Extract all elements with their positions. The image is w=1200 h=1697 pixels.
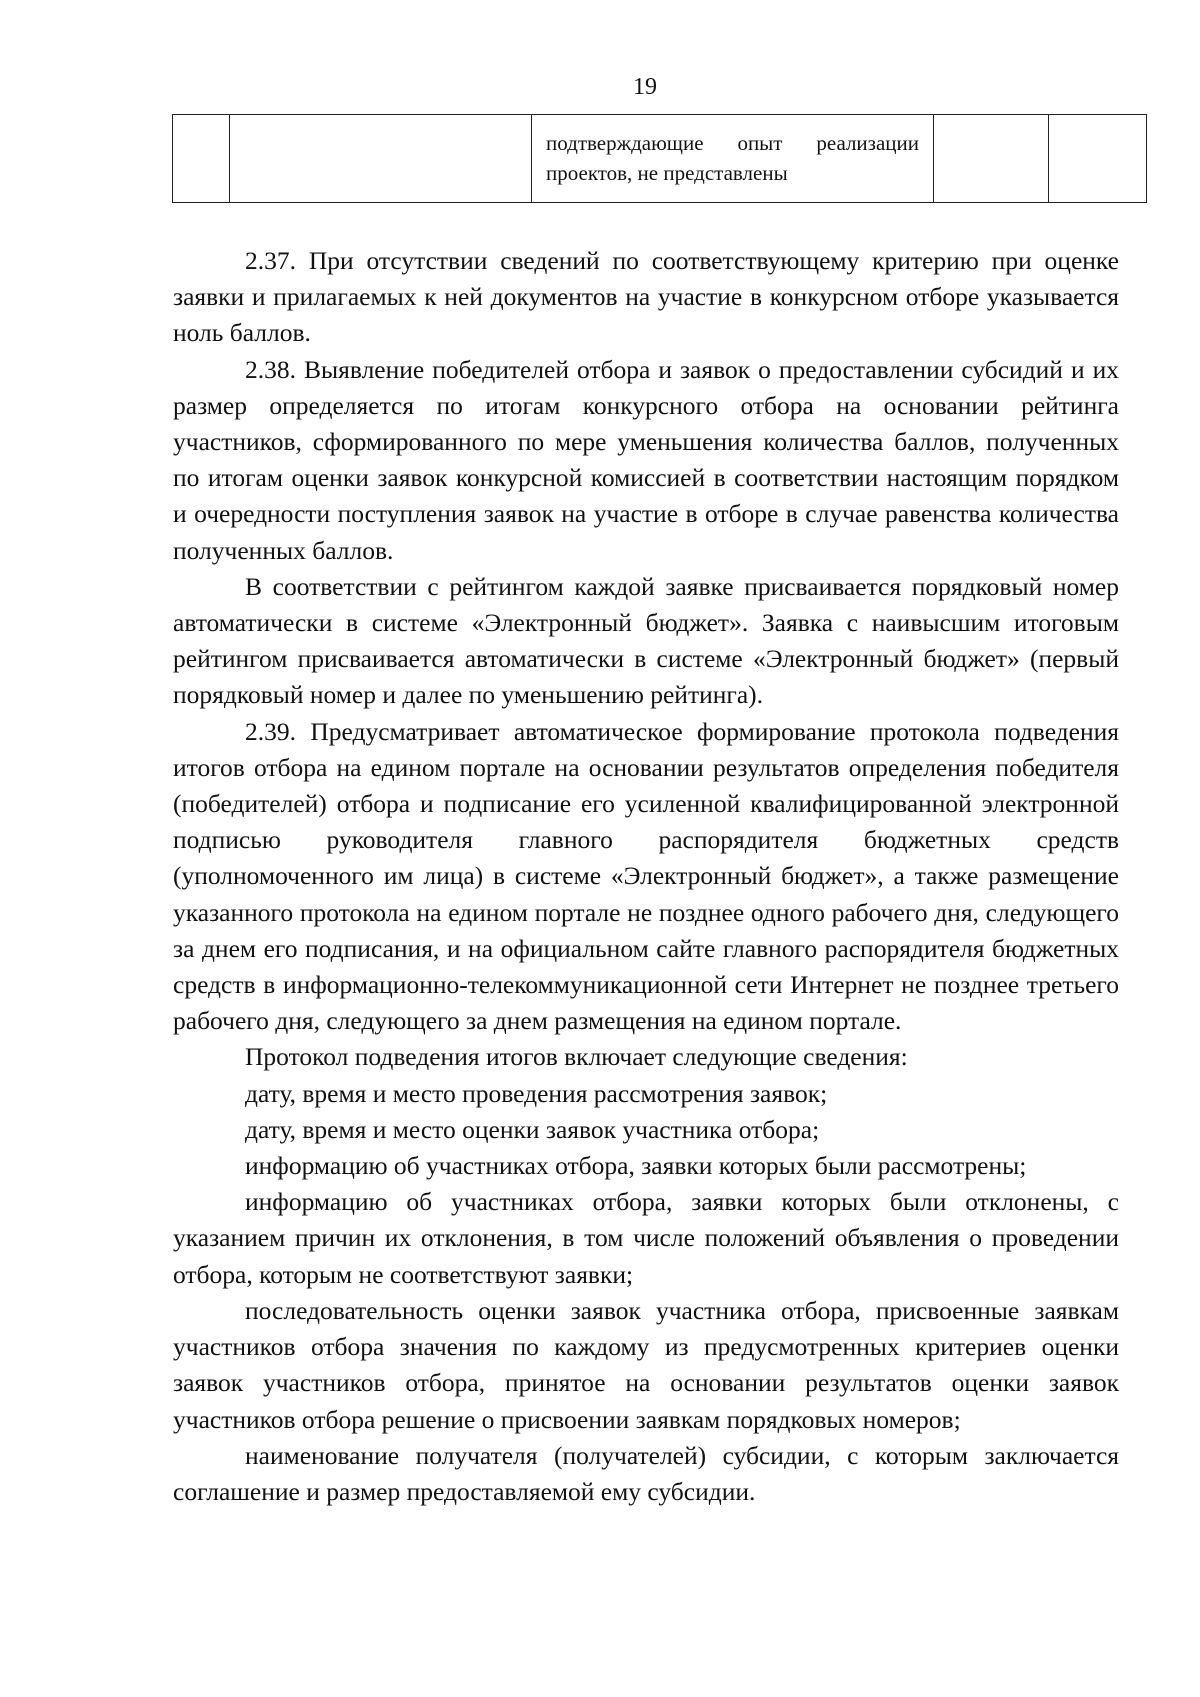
- paragraph-rating: В соответствии с рейтингом каждой заявке присваивается порядковый номер автоматически в системе «Электронный бюджет». Заявка с наивысшим итоговым рейтингом присваивается автоматически в системе «Электронный бюджет» (первый порядковый номер и далее по уменьшению рейтинга).: [173, 571, 1119, 710]
- list-item: информацию об участниках отбора, заявки которых были отклонены, с указанием причин их отклонения, в том числе положений объявления о проведении отбора, которым не соответствуют заявки;: [173, 1187, 1119, 1289]
- continued-table: [172, 114, 1147, 203]
- table-cell-number: [173, 115, 230, 203]
- table-cell-criterion: [230, 115, 532, 203]
- list-item: последовательность оценки заявок участника отбора, присвоенные заявкам участников отбора значения по каждому из предусмотренных критериев оценки заявок участников отбора, принятое на основании результатов оценки заявок участников отбора решение о присвоении заявкам порядковых номеров;: [173, 1295, 1119, 1434]
- table-cell-description: подтверждающие опыт реализации проектов, не представлены: [532, 115, 934, 203]
- list-item: информацию об участниках отбора, заявки которых были рассмотрены;: [245, 1151, 1027, 1181]
- page-number: 19: [633, 74, 657, 100]
- list-item: дату, время и место проведения рассмотрения заявок;: [245, 1078, 828, 1108]
- paragraph-2-39: 2.39. Предусматривает автоматическое формирование протокола подведения итогов отбора на едином портале на основании результатов определения победителя (победителей) отбора и подписание его усиленной квалифицированной электронной подписью руководителя главного распорядителя бюджетных средств (уполномоченного им лица) в системе «Электронный бюджет», а также размещение указанного протокола на едином портале не позднее одного рабочего дня, следующего за днем его подписания, и на официальном сайте главного распорядителя бюджетных средств в информационно-телекоммуникационной сети Интернет не позднее третьего рабочего дня, следующего за днем размещения на едином портале.: [173, 716, 1119, 1036]
- paragraph-2-37: 2.37. При отсутствии сведений по соответствующему критерию при оценке заявки и прилагаемых к ней документов на участие в конкурсном отборе указывается ноль баллов.: [173, 246, 1119, 348]
- table-cell-weight: [1049, 115, 1147, 203]
- table-row: [173, 115, 1147, 203]
- paragraph-2-38: 2.38. Выявление победителей отбора и заявок о предоставлении субсидий и их размер определяется по итогам конкурсного отбора на основании рейтинга участников, сформированного по мере уменьшения количества баллов, полученных по итогам оценки заявок конкурсной комиссией в соответствии настоящим порядком и очередности поступления заявок на участие в отборе в случае равенства количества полученных баллов.: [173, 354, 1119, 565]
- table-cell-score: [934, 115, 1049, 203]
- list-item: наименование получателя (получателей) субсидии, с которым заключается соглашение и размер предоставляемой ему субсидии.: [173, 1440, 1119, 1506]
- list-item: дату, время и место оценки заявок участника отбора;: [245, 1114, 820, 1144]
- paragraph-protocol-intro: Протокол подведения итогов включает следующие сведения:: [245, 1042, 908, 1072]
- document-body: [173, 243, 1119, 1510]
